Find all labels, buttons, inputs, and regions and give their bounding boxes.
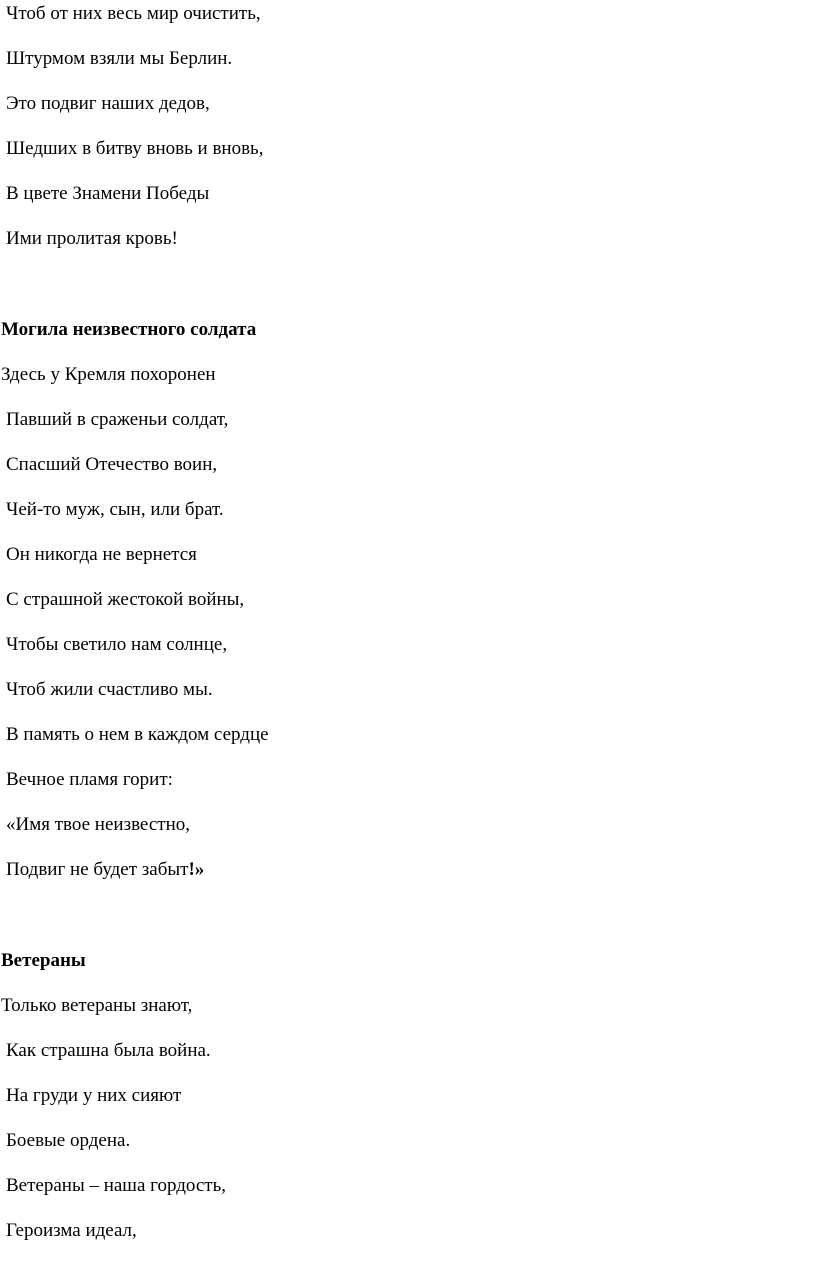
poem-line: Боевые ордена. — [6, 1130, 131, 1151]
poem-line: «Имя твое неизвестно, — [6, 814, 190, 835]
poem-line: В цвете Знамени Победы — [6, 183, 210, 204]
poem-line: В память о нем в каждом сердце — [6, 724, 269, 745]
poem-line: Чей-то муж, сын, или брат. — [6, 499, 224, 520]
poem-line: Ветераны – наша гордость, — [6, 1175, 226, 1196]
poem-line: Павший в сраженьи солдат, — [6, 409, 229, 430]
poem-line: С страшной жестокой войны, — [6, 589, 245, 610]
poem-line: На груди у них сияют — [6, 1085, 182, 1106]
poem-line: Штурмом взяли мы Берлин. — [6, 48, 233, 69]
poem-line: Только ветераны знают, — [1, 995, 193, 1016]
poem-title: Могила неизвестного солдата — [1, 319, 257, 340]
poem-line: Спасший Отечество воин, — [6, 454, 218, 475]
poem-title: Ветераны — [1, 950, 86, 971]
poem-line: Вечное пламя горит: — [6, 769, 173, 790]
poem-line-text: Подвиг не будет забыт — [6, 859, 189, 880]
poem-line — [6, 858, 204, 882]
poem-line: Чтоб жили счастливо мы. — [6, 679, 213, 700]
poem-line: Это подвиг наших дедов, — [6, 93, 210, 114]
poem-line: Чтобы светило нам солнце, — [6, 634, 228, 655]
poem-line: Здесь у Кремля похоронен — [1, 364, 216, 385]
poem-line: Ими пролитая кровь! — [6, 228, 178, 249]
poem-line: Шедших в битву вновь и вновь, — [6, 138, 264, 159]
poem-line: Героизма идеал, — [6, 1220, 137, 1241]
poem-line: Чтоб от них весь мир очистить, — [6, 3, 261, 24]
poem-line-end: !» — [188, 859, 205, 880]
poem-line: Он никогда не вернется — [6, 544, 197, 565]
poem-line: Как страшна была война. — [6, 1040, 211, 1061]
